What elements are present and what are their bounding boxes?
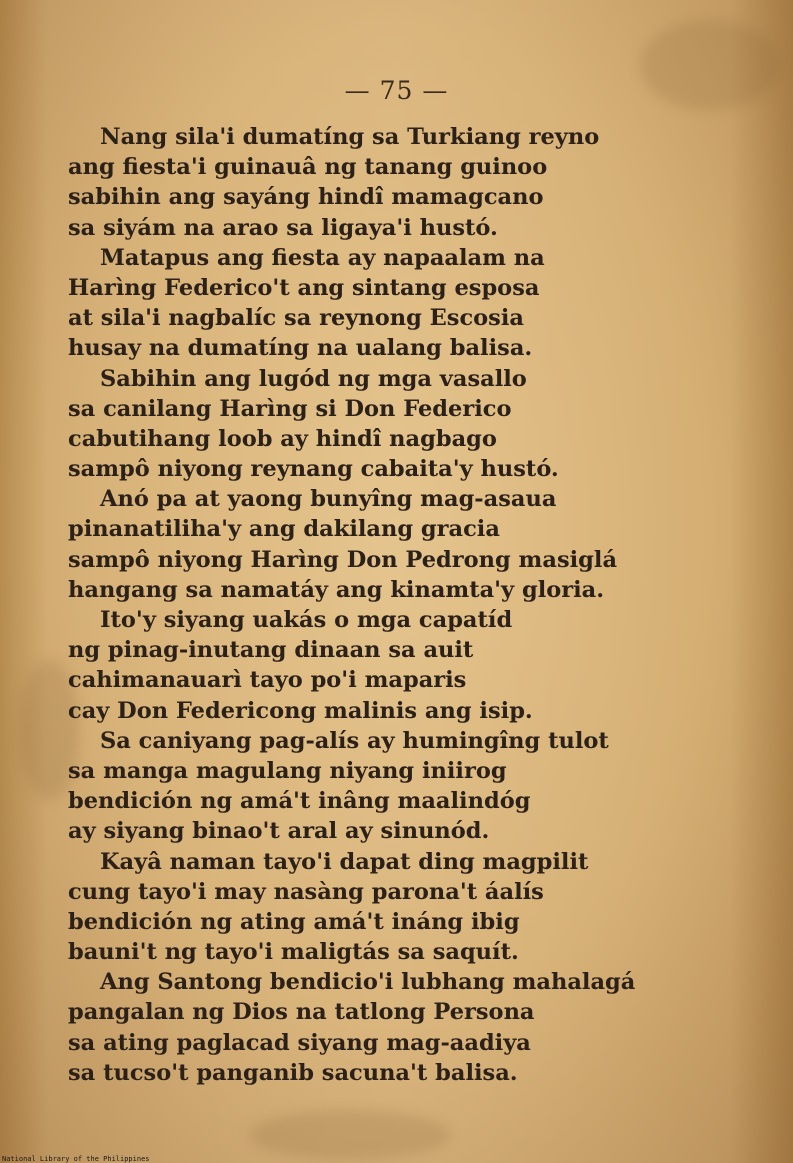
poem-line: hangang sa namatáy ang kinamta'y gloria. (68, 576, 605, 603)
poem-line: Ang Santong bendicio'i lubhang mahalagá (100, 969, 636, 996)
poem-line: sa tucso't panganib sacuna't balisa. (68, 1059, 518, 1086)
poem-line: at sila'i nagbalíc sa reynong Escosia (68, 305, 524, 332)
poem-line: Harìng Federico't ang sintang esposa (68, 274, 540, 301)
poem-line: ay siyang binao't aral ay sinunód. (68, 818, 490, 845)
poem-line: cung tayo'i may nasàng parona't áalís (68, 878, 544, 905)
poem-line: ng pinag-inutang dinaan sa auit (68, 637, 474, 664)
poem-line: sa manga magulang niyang iniirog (68, 757, 507, 784)
poem-line: sampô niyong Harìng Don Pedrong masiglá (68, 546, 618, 573)
page-number: — 75 — (344, 76, 449, 105)
poem-line: cay Don Federicong malinis ang isip. (68, 697, 533, 724)
poem-line: Ito'y siyang uakás o mga capatíd (100, 607, 513, 633)
poem-line: Nang sila'i dumatíng sa Turkiang reyno (100, 124, 600, 150)
poem-text (0, 122, 793, 1088)
poem-line: sa canilang Harìng si Don Federico (68, 395, 512, 422)
poem-line: bendición ng ating amá't ináng ibig (68, 908, 520, 935)
poem-line: cahimanauarì tayo po'i maparis (68, 667, 467, 694)
poem-line: sampô niyong reynang cabaita'y hustó. (68, 456, 559, 483)
paper-stain (250, 1110, 450, 1160)
poem-line: sa siyám na arao sa ligaya'i hustó. (68, 214, 498, 241)
poem-line: ang fiesta'i guinauâ ng tanang guinoo (68, 154, 548, 181)
poem-line: Sa caniyang pag-alís ay humingîng tulot (100, 727, 609, 754)
poem-line: husay na dumatíng na ualang balisa. (68, 335, 533, 362)
poem-line: sa ating paglacad siyang mag-aadiya (68, 1029, 531, 1056)
poem-line: Matapus ang fiesta ay napaalam na (100, 244, 545, 271)
poem-line: bendición ng amá't inâng maalindóg (68, 788, 531, 815)
poem-line: sabihin ang sayáng hindî mamagcano (68, 184, 544, 211)
poem-line: Kayâ naman tayo'i dapat ding magpilit (100, 848, 589, 875)
poem-line: pinanatiliha'y ang dakilang gracia (68, 516, 500, 543)
poem-line: Anó pa at yaong bunyîng mag-asaua (100, 486, 557, 513)
library-credit: National Library of the Philippines (2, 1155, 150, 1163)
poem-line: Sabihin ang lugód ng mga vasallo (100, 365, 527, 392)
poem-line: bauni't ng tayo'i maligtás sa saquít. (68, 939, 519, 966)
poem-line: pangalan ng Dios na tatlong Persona (68, 999, 535, 1026)
poem-line: cabutihang loob ay hindî nagbago (68, 425, 497, 452)
